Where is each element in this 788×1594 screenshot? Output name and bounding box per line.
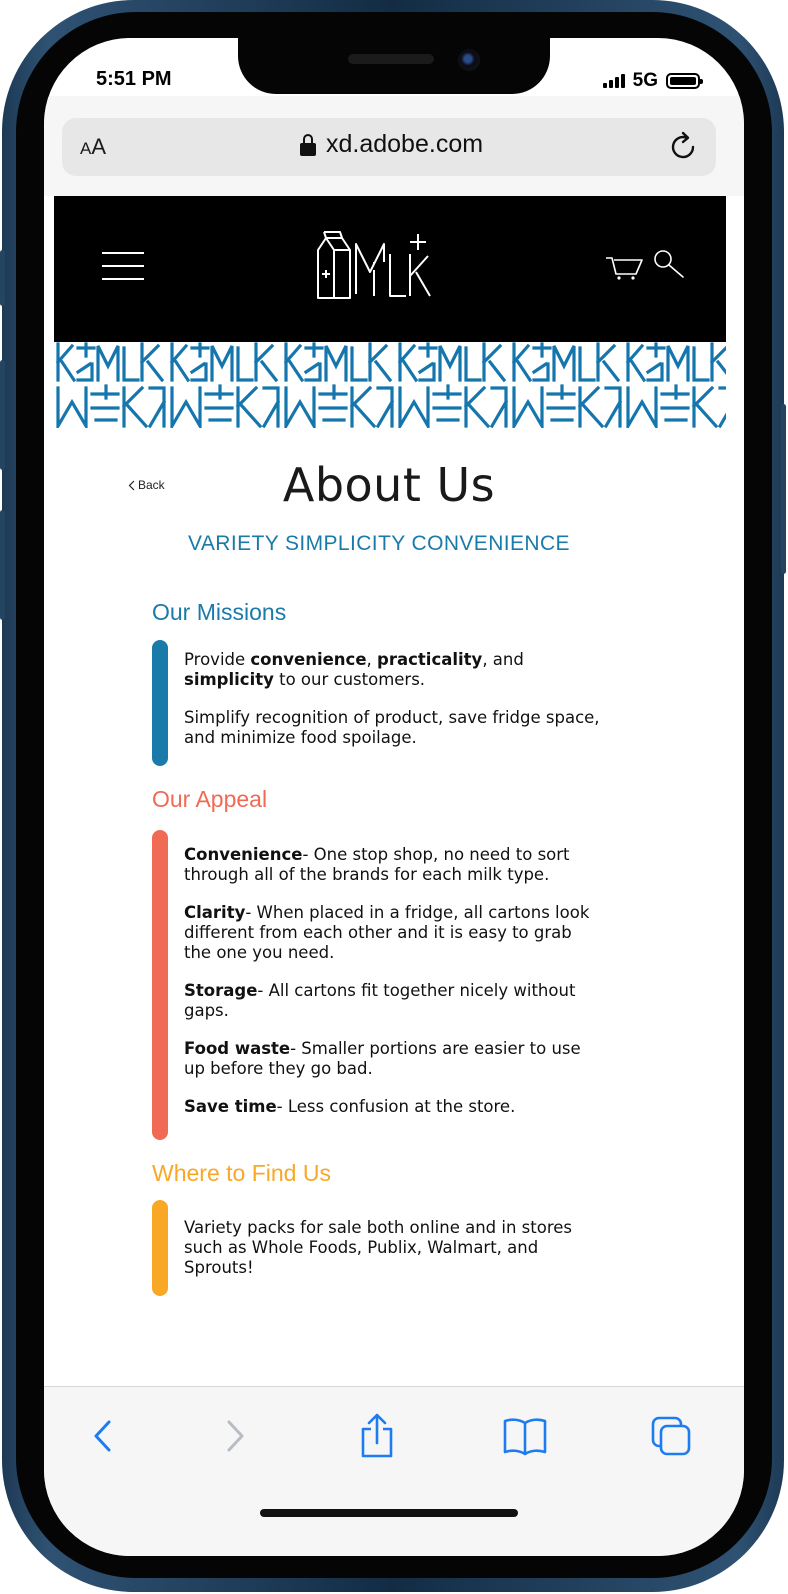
search-icon[interactable] [652, 248, 686, 280]
power-button [781, 404, 786, 574]
browser-forward-button[interactable] [210, 1411, 260, 1461]
back-label: Back [138, 478, 165, 492]
volume-down-button [0, 510, 5, 620]
chevron-left-icon [91, 1418, 115, 1454]
tabs-button[interactable] [646, 1411, 696, 1461]
home-indicator [260, 1509, 518, 1517]
bookmarks-button[interactable] [500, 1411, 550, 1461]
notch [238, 38, 550, 94]
appeal-heading: Our Appeal [152, 786, 268, 812]
appeal-item: Storage- All cartons fit together nicely without gaps. [184, 981, 576, 1020]
volume-up-button [0, 360, 5, 470]
lock-icon [300, 134, 316, 156]
appeal-item: Save time- Less confusion at the store. [184, 1097, 516, 1116]
url-text: xd.adobe.com [326, 130, 484, 158]
find-us-accent-bar [152, 1200, 168, 1296]
missions-paragraph-2: Simplify recognition of product, save fridge space, and minimize food spoilage. [184, 708, 600, 747]
chevron-right-icon [223, 1418, 247, 1454]
address-bar[interactable] [62, 118, 716, 176]
site-header [54, 196, 726, 342]
browser-bottom-toolbar [44, 1386, 744, 1556]
missions-paragraph-1: Provide convenience, practicality, and simplicity to our customers. [184, 650, 524, 689]
appeal-body [184, 845, 604, 1135]
appeal-item: Food waste- Smaller portions are easier to use up before they go bad. [184, 1039, 581, 1078]
earpiece-speaker [348, 54, 434, 64]
hamburger-icon[interactable] [102, 252, 144, 282]
share-button[interactable] [352, 1411, 402, 1461]
mute-switch [0, 250, 5, 306]
milk-carton-logo[interactable] [314, 226, 438, 302]
reload-icon[interactable] [666, 130, 700, 164]
missions-heading: Our Missions [152, 599, 287, 625]
page-title: About Us [282, 458, 496, 512]
status-time: 5:51 PM [96, 68, 172, 90]
missions-accent-bar [152, 640, 168, 766]
appeal-item: Clarity- When placed in a fridge, all cartons look different from each other and it is easy to grab the one you need. [184, 903, 590, 962]
tabs-icon [650, 1415, 692, 1457]
signal-icon [603, 74, 625, 88]
phone-screen [44, 38, 744, 1556]
battery-icon [666, 73, 700, 89]
network-label: 5G [632, 70, 658, 91]
share-icon [357, 1413, 397, 1459]
appeal-item: Convenience- One stop shop, no need to sort through all of the brands for each milk type. [184, 845, 570, 884]
url-display[interactable] [300, 130, 483, 159]
appeal-accent-bar [152, 830, 168, 1140]
missions-body [184, 650, 604, 766]
logo-pattern-banner [54, 342, 726, 428]
find-us-paragraph: Variety packs for sale both online and in stores such as Whole Foods, Publix, Walmart, and Sprouts! [184, 1218, 573, 1277]
text-size-button[interactable]: AA [80, 134, 107, 159]
book-icon [502, 1416, 548, 1456]
status-indicators [603, 70, 700, 92]
browser-back-button[interactable] [78, 1411, 128, 1461]
front-camera [458, 49, 480, 71]
find-us-body [184, 1218, 604, 1296]
web-content [44, 196, 744, 1388]
browser-top-bar [44, 96, 744, 196]
cart-icon[interactable] [604, 254, 644, 280]
page-tagline: VARIETY SIMPLICITY CONVENIENCE [188, 532, 570, 555]
find-us-heading: Where to Find Us [152, 1160, 331, 1186]
